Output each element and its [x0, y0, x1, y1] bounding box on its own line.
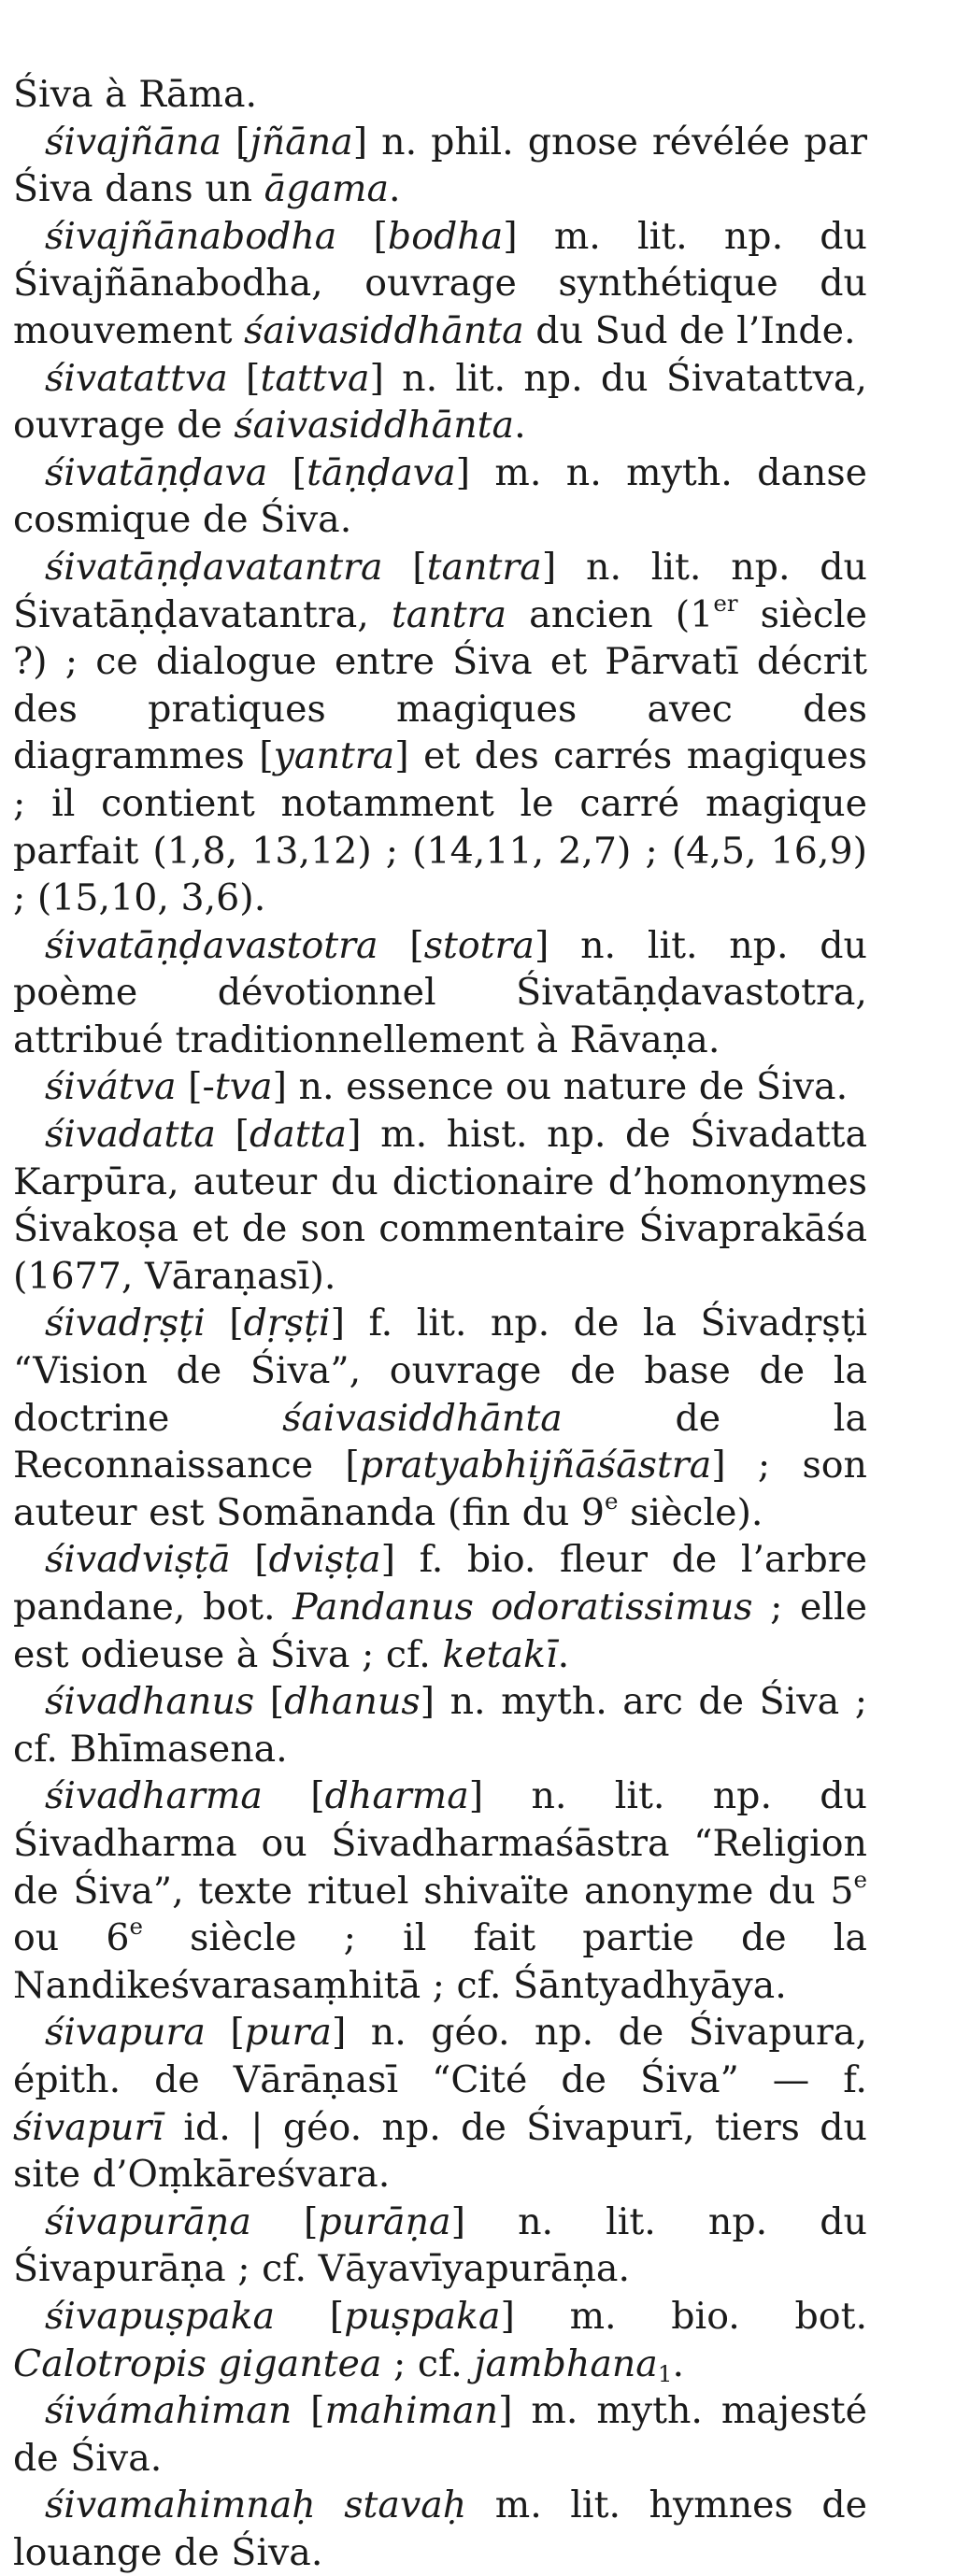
- entry-text: ] m. hist. np. de Śivadatta Karpūra, auteur du dictionaire d’homonymes Śivakoṣa et de son commentaire Śivaprakāśa (1677, Vāraṇasī).: [13, 1113, 867, 1298]
- entry-headword: śivapura: [45, 2011, 206, 2055]
- entry-text: [: [227, 356, 261, 400]
- italic-term: tantra: [391, 592, 507, 636]
- entry-text: .: [557, 1632, 570, 1676]
- italic-term: dhanus: [284, 1680, 421, 1724]
- entry-list: [13, 71, 867, 2576]
- entry-text: ; cf.: [381, 2341, 475, 2385]
- entry-headword: śivadatta: [45, 1113, 216, 1157]
- entry-text: ] n. lit. np. du Śivatattva, ouvrage de: [13, 356, 867, 448]
- entry-headword: śivajñānabodha: [45, 214, 337, 258]
- italic-term: jambhana: [474, 2341, 658, 2385]
- entry-text: [: [292, 2389, 325, 2433]
- entry-text: siècle).: [618, 1490, 763, 1534]
- dictionary-entry: [13, 1063, 867, 1111]
- entry-text: ] f. bio. fleur de l’arbre pandane, bot.: [13, 1538, 867, 1629]
- entry-text: ; elle est odieuse à Śiva ; cf.: [13, 1586, 867, 1676]
- entry-text: ] m. bio. bot.: [500, 2294, 868, 2338]
- dictionary-entry: [13, 119, 867, 213]
- italic-term: puṣpaka: [344, 2294, 501, 2338]
- dictionary-entry: [13, 1536, 867, 1678]
- entry-text: ] m. lit. np. du Śivajñānabodha, ouvrage synthétique du mouvement: [13, 214, 868, 352]
- entry-text: ] n. géo. np. de Śivapura, épith. de Vārāṇasī “Cité de Śiva” — f.: [13, 2011, 868, 2101]
- entry-headword: śivadharma: [45, 1774, 263, 1818]
- entry-text: [-: [176, 1065, 215, 1109]
- dictionary-entry: [13, 1678, 867, 1772]
- entry-text: m. lit. hymnes de louange de Śiva.: [13, 2483, 867, 2574]
- italic-term: dṛṣṭi: [243, 1302, 331, 1345]
- italic-term: Calotropis gigantea: [13, 2341, 382, 2385]
- dictionary-entry: [13, 1772, 867, 2009]
- italic-term: dharma: [324, 1774, 469, 1818]
- entry-headword: śivatattva: [45, 356, 228, 400]
- dictionary-entry: [13, 2199, 867, 2293]
- italic-term: śaivasiddhānta: [282, 1396, 563, 1440]
- superscript: er: [713, 589, 738, 617]
- entry-headword: śivadṛṣṭi: [45, 1302, 206, 1345]
- entry-text: ] n. lit. np. du Śivadharma ou Śivadharmaśāstra “Religion de Śiva”, texte rituel shivaïte anonyme du 5: [13, 1774, 867, 1913]
- superscript: e: [129, 1913, 143, 1941]
- italic-term: stotra: [423, 923, 535, 967]
- entry-text: ] n. essence ou nature de Śiva.: [272, 1065, 849, 1109]
- entry-text: ] n. phil. gnose révélée par Śiva dans un: [13, 120, 868, 211]
- dictionary-entry: [13, 1111, 867, 1300]
- italic-term: śaivasiddhānta: [244, 308, 524, 352]
- entry-text: [: [267, 450, 307, 494]
- entry-headword: śivadhanus: [45, 1680, 255, 1724]
- italic-term: purāṇa: [318, 2199, 451, 2243]
- entry-headword: śivatāṇḍavatantra: [45, 545, 383, 589]
- entry-headword: śivapurāṇa: [45, 2199, 251, 2243]
- entry-text: de la Reconnaissance [: [13, 1396, 867, 1487]
- superscript: e: [605, 1487, 619, 1515]
- entry-headword: śivátva: [45, 1065, 177, 1109]
- italic-term: śaivasiddhānta: [234, 404, 515, 448]
- italic-term: pura: [244, 2011, 332, 2055]
- dictionary-entry: [13, 1300, 867, 1536]
- italic-term: yantra: [273, 734, 395, 778]
- dictionary-entry: [13, 922, 867, 1064]
- entry-text: siècle ?) ; ce dialogue entre Śiva et Pārvatī décrit des pratiques magiques avec des diagrammes [: [13, 592, 868, 778]
- italic-term: pratyabhijñāśāstra: [359, 1444, 712, 1487]
- entry-text: [: [378, 923, 424, 967]
- entry-text: Śiva à Rāma.: [13, 73, 258, 116]
- entry-text: [: [205, 1302, 244, 1345]
- dictionary-entry: [13, 2482, 867, 2576]
- italic-term: jñāna: [250, 120, 353, 164]
- entry-text: ] n. lit. np. du poème dévotionnel Śivatāṇḍavastotra, attribué traditionnellement à Rāvaṇa.: [13, 923, 867, 1061]
- italic-term: mahiman: [324, 2389, 499, 2433]
- entry-text: [: [262, 1774, 325, 1818]
- italic-term: tantra: [426, 545, 542, 589]
- italic-term: Pandanus odoratissimus: [292, 1586, 753, 1629]
- entry-headword: śivapuṣpaka: [45, 2294, 276, 2338]
- entry-text: ] m. n. myth. danse cosmique de Śiva.: [13, 450, 868, 542]
- italic-term: dviṣṭa: [268, 1538, 381, 1582]
- entry-text: du Sud de l’Inde.: [523, 308, 856, 352]
- italic-term: ketakī: [442, 1632, 558, 1676]
- italic-term: datta: [249, 1113, 348, 1157]
- italic-term: bodha: [387, 214, 504, 258]
- entry-text: .: [672, 2341, 685, 2385]
- entry-text: ] m. myth. majesté de Śiva.: [13, 2389, 867, 2480]
- entry-text: ] n. lit. np. du Śivapurāṇa ; cf. Vāyavīyapurāṇa.: [13, 2199, 867, 2291]
- dictionary-entry: [13, 213, 867, 355]
- entry-headword: śivamahimnaḥ stavaḥ: [45, 2483, 467, 2527]
- superscript: e: [853, 1865, 867, 1893]
- entry-text: [: [382, 545, 427, 589]
- entry-text: [: [275, 2294, 345, 2338]
- dictionary-entry: [13, 2387, 867, 2482]
- entry-headword: śivámahiman: [45, 2389, 292, 2433]
- entry-text: siècle ; il fait partie de la Nandikeśvarasaṃhitā ; cf. Śāntyadhyāya.: [13, 1916, 867, 2007]
- entry-headword: śivadviṣṭā: [45, 1538, 231, 1582]
- entry-text: id. | géo. np. de Śivapurī, tiers du site d’Oṃkāreśvara.: [13, 2105, 867, 2197]
- entry-text: [: [254, 1680, 285, 1724]
- entry-text: ] f. lit. np. de la Śivadṛṣṭi “Vision de Śiva”, ouvrage de base de la doctrine: [13, 1302, 867, 1440]
- entry-text: ] n. myth. arc de Śiva ; cf. Bhīmasena.: [13, 1680, 868, 1771]
- dictionary-entry: [13, 2293, 867, 2387]
- dictionary-entry: [13, 2009, 867, 2198]
- subscript: 1: [657, 2359, 673, 2387]
- entry-text: [: [336, 214, 388, 258]
- entry-text: [: [230, 1538, 269, 1582]
- dictionary-entry: [13, 544, 867, 922]
- italic-term: tattva: [260, 356, 370, 400]
- entry-text: .: [514, 404, 526, 448]
- italic-term: āgama: [264, 167, 390, 211]
- dictionary-entry: [13, 355, 867, 449]
- entry-text: ancien (1: [506, 592, 714, 636]
- dictionary-entry: [13, 71, 867, 119]
- entry-text: ] n. lit. np. du Śivatāṇḍavatantra,: [13, 545, 867, 636]
- entry-text: [: [215, 1113, 250, 1157]
- entry-text: ] et des carrés magiques ; il contient notamment le carré magique parfait (1,8, 13,12) ; (14,11, 2,7) ; (4,5, 16,9) ; (15,10, 3,6).: [13, 734, 867, 920]
- entry-text: [: [205, 2011, 245, 2055]
- dictionary-entry: [13, 449, 867, 544]
- italic-term: tāṇḍava: [307, 450, 456, 494]
- italic-term: śivapurī: [13, 2105, 164, 2149]
- entry-text: ] ; son auteur est Somānanda (fin du 9: [13, 1444, 867, 1534]
- italic-term: tva: [214, 1065, 273, 1109]
- entry-text: ou 6: [13, 1916, 130, 1960]
- entry-headword: śivatāṇḍava: [45, 450, 268, 494]
- entry-headword: śivajñāna: [45, 120, 221, 164]
- entry-text: [: [250, 2199, 319, 2243]
- entry-headword: śivatāṇḍavastotra: [45, 923, 378, 967]
- entry-text: .: [389, 167, 401, 211]
- entry-text: [: [221, 120, 250, 164]
